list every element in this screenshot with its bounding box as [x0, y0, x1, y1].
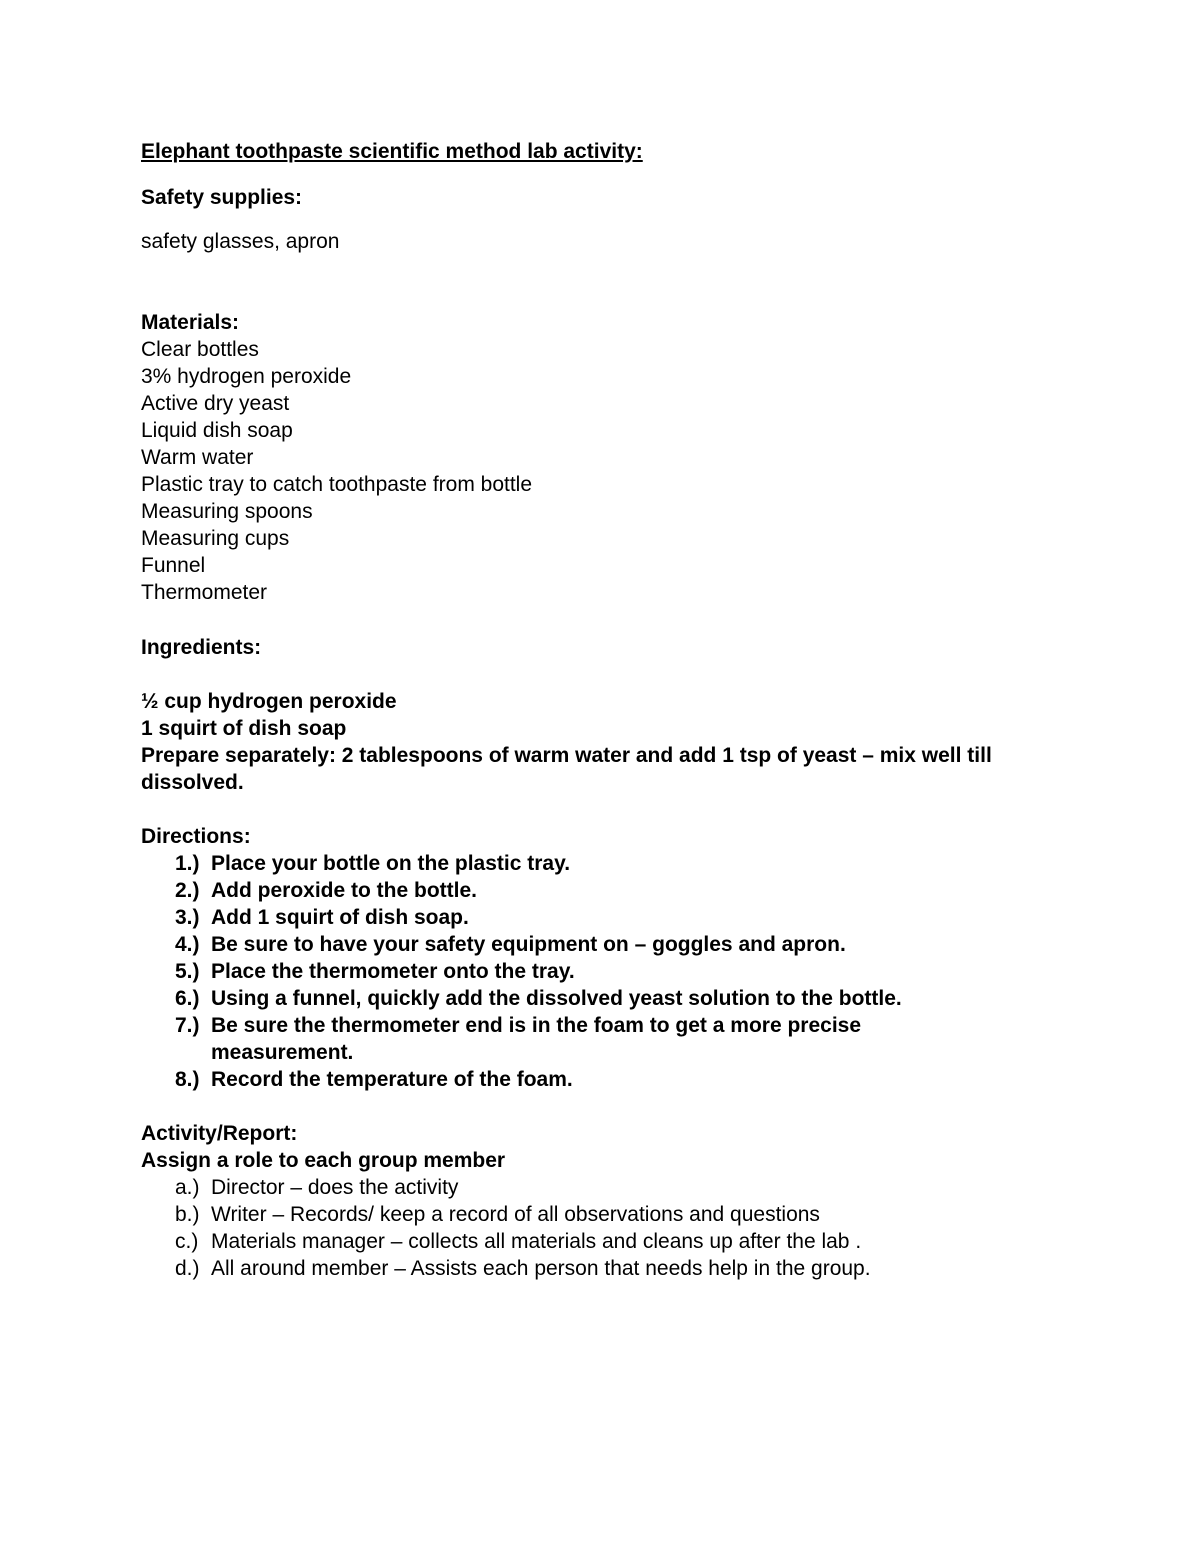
list-item: Measuring spoons: [141, 500, 313, 523]
list-item: Liquid dish soap: [141, 419, 293, 442]
step-number: 7.): [175, 1014, 200, 1037]
list-item: Clear bottles: [141, 338, 259, 361]
materials-heading: Materials:: [141, 311, 240, 334]
list-item: Warm water: [141, 446, 254, 469]
step-text: Using a funnel, quickly add the dissolved yeast solution to the bottle.: [211, 987, 902, 1010]
document-page: [141, 138, 1041, 1282]
roles-list: [141, 1174, 1041, 1282]
direction-step: [141, 877, 1041, 904]
role-item: [141, 1255, 1041, 1282]
direction-step: [141, 850, 1041, 877]
role-text: Director – does the activity: [211, 1176, 459, 1199]
step-text: Place your bottle on the plastic tray.: [211, 852, 571, 875]
activity-heading: Activity/Report:: [141, 1122, 298, 1145]
directions-heading: Directions:: [141, 825, 251, 848]
step-text: Record the temperature of the foam.: [211, 1068, 573, 1091]
step-text: Be sure to have your safety equipment on – goggles and apron.: [211, 933, 846, 956]
role-text: Materials manager – collects all materials and cleans up after the lab .: [211, 1230, 862, 1253]
role-letter: b.): [175, 1203, 200, 1226]
list-item: 1 squirt of dish soap: [141, 717, 347, 740]
direction-step: [141, 931, 1041, 958]
list-item: Active dry yeast: [141, 392, 290, 415]
step-text: Place the thermometer onto the tray.: [211, 960, 575, 983]
list-item: Funnel: [141, 554, 206, 577]
step-text: Add peroxide to the bottle.: [211, 879, 477, 902]
role-text: All around member – Assists each person that needs help in the group.: [211, 1257, 871, 1280]
directions-list: [141, 850, 1041, 1093]
step-number: 6.): [175, 987, 200, 1010]
ingredients-heading: Ingredients:: [141, 636, 262, 659]
list-item: Plastic tray to catch toothpaste from bottle: [141, 473, 533, 496]
list-item: Prepare separately: 2 tablespoons of warm water and add 1 tsp of yeast – mix well till dissolved.: [141, 744, 992, 794]
direction-step: [141, 958, 1041, 985]
list-item: ½ cup hydrogen peroxide: [141, 690, 397, 713]
direction-step: [141, 904, 1041, 931]
direction-step: [141, 985, 1041, 1012]
step-text: Be sure the thermometer end is in the foam to get a more precise measurement.: [211, 1014, 862, 1064]
step-text: Add 1 squirt of dish soap.: [211, 906, 469, 929]
materials-list: [141, 336, 1041, 606]
role-letter: d.): [175, 1257, 200, 1280]
role-text: Writer – Records/ keep a record of all observations and questions: [211, 1203, 820, 1226]
direction-step: [141, 1066, 1041, 1093]
safety-heading: Safety supplies:: [141, 186, 303, 209]
list-item: 3% hydrogen peroxide: [141, 365, 352, 388]
role-item: [141, 1228, 1041, 1255]
step-number: 1.): [175, 852, 200, 875]
safety-text: safety glasses, apron: [141, 230, 340, 253]
step-number: 8.): [175, 1068, 200, 1091]
step-number: 2.): [175, 879, 200, 902]
document-title: Elephant toothpaste scientific method lab activity:: [141, 140, 643, 163]
direction-step: [141, 1012, 1041, 1066]
activity-subheading: Assign a role to each group member: [141, 1149, 506, 1172]
ingredients-list: [141, 688, 1041, 796]
role-item: [141, 1201, 1041, 1228]
role-item: [141, 1174, 1041, 1201]
role-letter: c.): [175, 1230, 199, 1253]
step-number: 3.): [175, 906, 200, 929]
step-number: 5.): [175, 960, 200, 983]
list-item: Measuring cups: [141, 527, 290, 550]
step-number: 4.): [175, 933, 200, 956]
list-item: Thermometer: [141, 581, 268, 604]
role-letter: a.): [175, 1176, 200, 1199]
